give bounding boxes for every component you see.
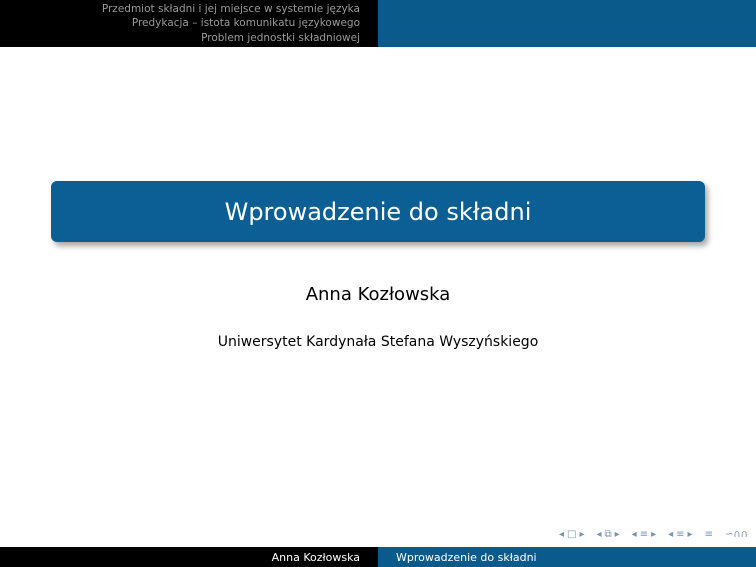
section-link-1[interactable]: Przedmiot składni i jej miejsce w systemie języka [101,3,360,15]
section-next-icon[interactable]: ▸ [651,529,657,540]
subsection-icon[interactable]: ⧉ [604,529,612,540]
frame-next-icon[interactable]: ▸ [579,529,585,540]
subsubsection-icon[interactable]: ≡ [676,529,685,540]
section-link-2[interactable]: Predykacja – istota komunikatu językowego [131,17,360,30]
frame-navigation [559,529,585,541]
footline-title: Wprowadzenie do składni [396,550,537,564]
toc-icon[interactable]: ≡ [704,529,713,540]
section-link-3[interactable]: Problem jednostki składniowej [201,31,360,44]
section-icon[interactable]: ≡ [639,529,649,540]
footline-bar [0,547,756,567]
section-navigation-icons [632,529,656,541]
presentation-title: Wprowadzenie do składni [224,197,532,226]
headline-right-panel [378,0,756,47]
footline-title-panel [378,547,756,567]
search-icon[interactable]: ∽∩∩ [724,529,748,540]
frame-icon[interactable]: □ [566,529,577,540]
section-prev-icon[interactable]: ◂ [631,529,637,540]
subsection-navigation [596,529,619,541]
institute-name: Uniwersytet Kardynała Stefana Wyszyńskiego [217,334,539,350]
section-navigation [0,0,378,47]
subsection-next-icon[interactable]: ▸ [614,529,620,540]
subsubsection-next-icon[interactable]: ▸ [687,529,693,540]
navigation-symbols [559,528,748,542]
subsubsection-prev-icon[interactable]: ◂ [668,529,674,540]
subsubsection-navigation [668,529,692,541]
footline-author-panel [0,547,378,567]
headline-bar [0,0,756,47]
subsection-prev-icon[interactable]: ◂ [596,529,602,540]
author-name: Anna Kozłowska [305,284,451,305]
footline-author: Anna Kozłowska [271,550,360,564]
title-box [51,181,705,242]
frame-prev-icon[interactable]: ◂ [558,529,564,540]
